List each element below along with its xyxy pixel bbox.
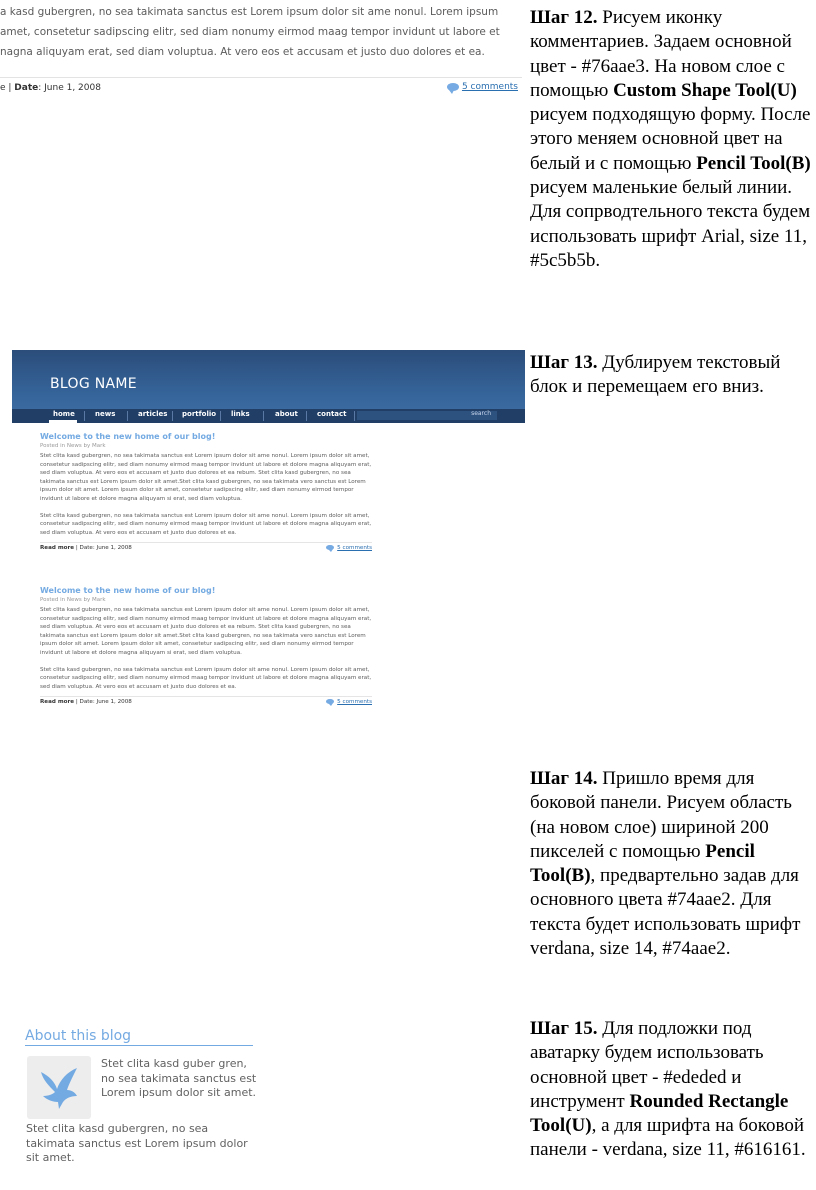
nav-separator [354, 411, 355, 421]
body-text-line: nagna aliquyam erat, sed diam voluptua. At vero eos et accusam et justo duo dolores et ea. [0, 46, 485, 58]
nav-item-links[interactable]: links [231, 410, 250, 418]
step-text: , а для шрифта на боковой панели - verdana, size 11, #616161. [530, 1115, 806, 1161]
step-15-text [530, 1017, 814, 1163]
nav-item-about[interactable]: about [275, 410, 298, 418]
nav-separator [263, 411, 264, 421]
sidebar-title: About this blog [25, 1028, 132, 1044]
step-text: Для подложки под аватарку будем использовать основной цвет - #ededed и инструмент [530, 1018, 764, 1112]
body-text-line: amet, consetetur sadipscing elitr, sed diam nonumy eirmod maag tempor invidunt ut labore et [0, 26, 500, 38]
step-text: Дублируем текстовый блок и перемещаем его вниз. [530, 352, 781, 398]
comment-footer-screenshot [0, 0, 522, 100]
post-paragraph: Stet clita kasd gubergren, no sea takimata sanctus est Lorem ipsum dolor sit ame nonul. Lorem ipsum dolor sit amet, consetetur sadipscing elitr, sed diam nonumy eirmod maag tempor invidunt ut labore et dolore magna aliquyam erat, sed diam voluptua. At vero eos et accusam et justo duo dolores et ea rebum. Stet clita kasd gubergren, no sea takimata sanctus est Lorem ipsum dolor sit amet.Stet clita kasd gubergren, no sea takimata vero sanctus est Lorem ipsum dolor sit amet. Lorem ipsum dolor sit amet, consetetur sadipscing elitr, sed diam nonumy eirmod tempor invidunt ut labore et dolore magna aliquyam si erat, sed diam voluptua. [40, 453, 372, 502]
nav-item-home[interactable]: home [53, 410, 75, 418]
comments-link[interactable] [326, 699, 372, 705]
comment-bubble-icon [326, 545, 334, 550]
sidebar-title-underline [25, 1045, 253, 1046]
tool-name: Rounded Rectangle Tool(U) [530, 1090, 789, 1137]
blog-header [12, 350, 525, 423]
read-more-link[interactable]: Read more [40, 699, 75, 706]
post-title[interactable]: Welcome to the new home of our blog! [40, 432, 216, 441]
comments-label: 5 comments [461, 82, 518, 92]
comment-bubble-icon [447, 83, 459, 91]
divider [0, 77, 522, 78]
comments-label: 5 comments [337, 545, 372, 552]
tool-name: Pencil Tool(B) [696, 152, 811, 174]
date-value: : June 1, 2008 [38, 83, 101, 93]
nav-separator [220, 411, 221, 421]
step-text: , предвартельно задав для основного цвета #74aae2. Для текста будет использовать шрифт verdana, size 14, #74aae2. [530, 865, 801, 960]
step-label: Шаг 12. [530, 7, 598, 28]
sidebar-text: Stet clita kasd gubergren, no sea takimata sanctus est Lorem ipsum dolor sit amet. [26, 1122, 248, 1164]
nav-separator [306, 411, 307, 421]
nav-bar [12, 409, 525, 423]
post-date: | Date: June 1, 2008 [75, 699, 132, 706]
blog-name: BLOG NAME [50, 376, 137, 392]
search-label: search [471, 410, 491, 417]
post-byline: Posted in News by Mark [40, 597, 106, 603]
tool-name: Pencil Tool(B) [530, 840, 755, 887]
post-paragraph: Stet clita kasd gubergren, no sea takimata sanctus est Lorem ipsum dolor sit ame nonul. Lorem ipsum dolor sit amet, consetetur sadipscing elitr, sed diam nonumy eirmod maag tempor invidunt ut labore et dolore magna aliquyam erat, sed diam voluptua. At vero eos et accusam et justo duo dolores et ea. [40, 512, 372, 536]
nav-item-contact[interactable]: contact [317, 410, 347, 418]
active-tab-indicator [49, 420, 77, 423]
step-label: Шаг 13. [530, 352, 598, 373]
body-text-line: a kasd gubergren, no sea takimata sanctus est Lorem ipsum dolor sit ame nonul. Lorem ipsum [0, 6, 499, 18]
step-13-text [530, 351, 814, 400]
step-label: Шаг 14. [530, 768, 598, 789]
post-paragraph: Stet clita kasd gubergren, no sea takimata sanctus est Lorem ipsum dolor sit ame nonul. Lorem ipsum dolor sit amet, consetetur sadipscing elitr, sed diam nonumy eirmod maag tempor invidunt ut labore et dolore magna aliquyam erat, sed diam voluptua. At vero eos et accusam et justo duo dolores et ea. [40, 666, 372, 690]
post-meta [0, 83, 101, 93]
nav-item-portfolio[interactable]: portfolio [182, 410, 217, 418]
post-title[interactable]: Welcome to the new home of our blog! [40, 586, 216, 595]
post-footer [40, 542, 372, 555]
post-byline: Posted in News by Mark [40, 443, 106, 449]
step-text: рисуем маленькие белый линии. Для сопрводтельного текста будем использовать шрифт Arial, size 11, #5c5b5b. [530, 177, 811, 271]
comments-link[interactable] [326, 545, 372, 551]
step-12-text [530, 6, 814, 273]
post-paragraph: Stet clita kasd gubergren, no sea takimata sanctus est Lorem ipsum dolor sit ame nonul. Lorem ipsum dolor sit amet, consetetur sadipscing elitr, sed diam nonumy eirmod maag tempor invidunt ut labore et dolore magna aliquyam erat, sed diam voluptua. At vero eos et accusam et justo duo dolores et ea rebum. Stet clita kasd gubergren, no sea takimata sanctus est Lorem ipsum dolor sit amet.Stet clita kasd gubergren, no sea takimata vero sanctus est Lorem ipsum dolor sit amet. Lorem ipsum dolor sit amet, consetetur sadipscing elitr, sed diam nonumy eirmod tempor invidunt ut labore et dolore magna aliquyam si erat, sed diam voluptua. [40, 607, 372, 656]
meta-prefix: e | [0, 83, 15, 93]
post-date: | Date: June 1, 2008 [75, 545, 132, 552]
blog-post [40, 586, 372, 709]
comments-link[interactable] [447, 82, 518, 92]
blog-mockup-screenshot [12, 350, 525, 730]
sidebar-screenshot [22, 1022, 262, 1172]
step-label: Шаг 15. [530, 1018, 598, 1039]
step-text: рисуем подходящую форму. После этого меняем основной цвет на белый и с помощью [530, 104, 811, 174]
sidebar-text: Stet clita kasd guber gren, no sea takimata sanctus est Lorem ipsum dolor sit amet. [101, 1057, 257, 1099]
post-footer [40, 696, 372, 709]
comments-label: 5 comments [337, 699, 372, 706]
comment-bubble-icon [326, 699, 334, 704]
tool-name: Custom Shape Tool(U) [613, 79, 797, 101]
nav-separator [84, 411, 85, 421]
avatar [27, 1056, 91, 1119]
step-text: Рисуем иконку комментариев. Задаем основной цвет - #76aae3. На новом слое с помощью [530, 7, 792, 101]
bird-icon [27, 1056, 91, 1119]
search-box[interactable] [357, 411, 497, 420]
step-14-text [530, 767, 814, 961]
blog-post [40, 432, 372, 555]
read-more-link[interactable]: Read more [40, 545, 75, 552]
step-text: Пришло время для боковой панели. Рисуем область (на новом слое) шириной 200 пикселей с помощью [530, 768, 792, 862]
nav-separator [172, 411, 173, 421]
nav-item-articles[interactable]: articles [138, 410, 168, 418]
nav-separator [127, 411, 128, 421]
date-label: Date [14, 83, 39, 93]
nav-item-news[interactable]: news [95, 410, 116, 418]
